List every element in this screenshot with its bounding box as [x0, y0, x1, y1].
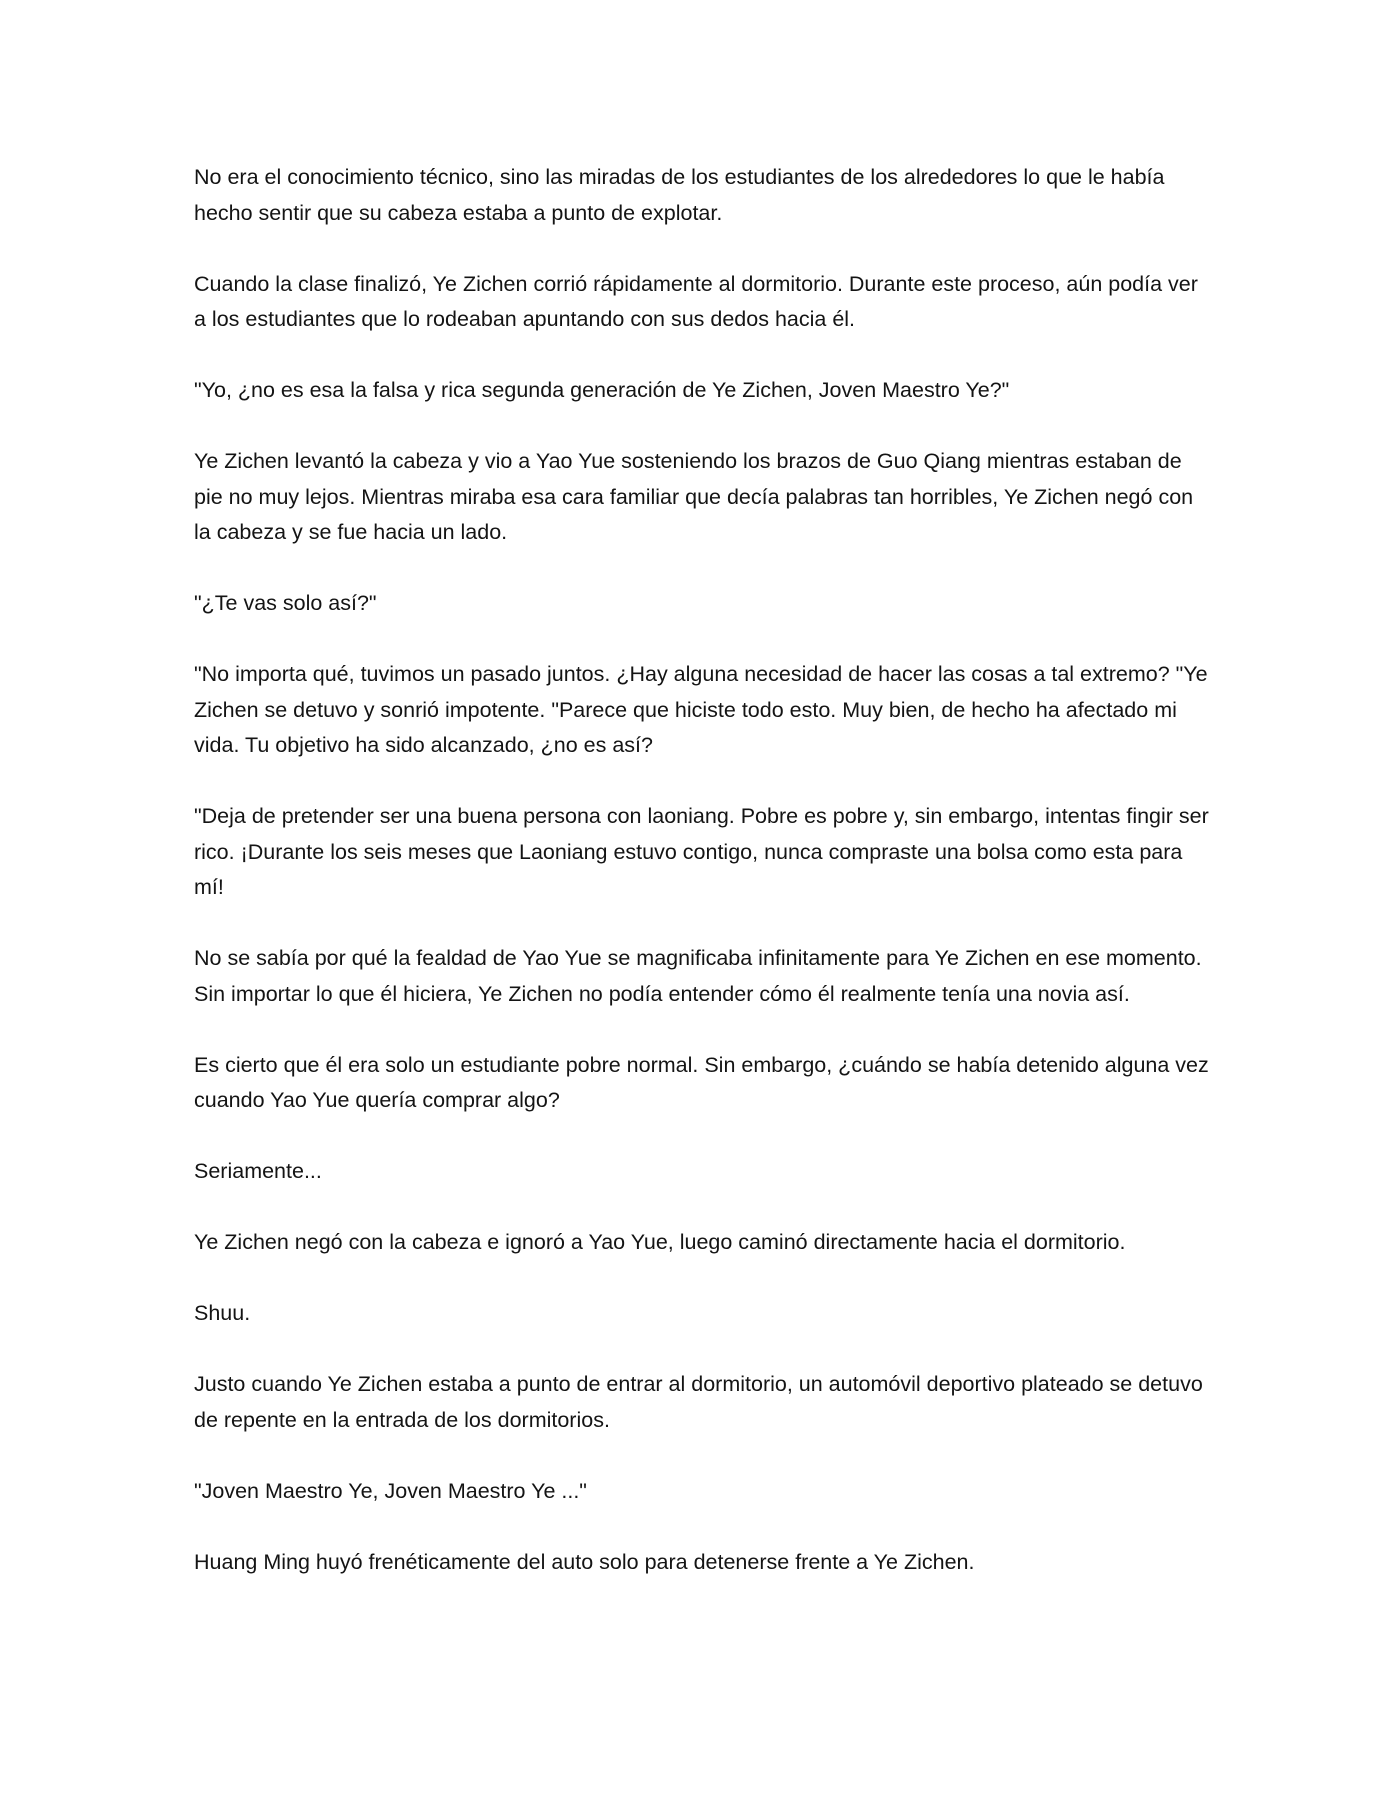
paragraph: Justo cuando Ye Zichen estaba a punto de entrar al dormitorio, un automóvil deportivo plateado se detuvo de repente en la entrada de los dormitorios.	[194, 1372, 1203, 1432]
paragraph: No era el conocimiento técnico, sino las miradas de los estudiantes de los alrededores lo que le había hecho sentir que su cabeza estaba a punto de explotar.	[194, 165, 1165, 225]
paragraph: Es cierto que él era solo un estudiante pobre normal. Sin embargo, ¿cuándo se había detenido alguna vez cuando Yao Yue quería comprar algo?	[194, 1052, 1209, 1112]
document-page	[194, 160, 1214, 1580]
paragraph: Huang Ming huyó frenéticamente del auto solo para detenerse frente a Ye Zichen.	[194, 1549, 975, 1574]
paragraph: Ye Zichen negó con la cabeza e ignoró a Yao Yue, luego caminó directamente hacia el dormitorio.	[194, 1230, 1126, 1254]
paragraph: Shuu.	[194, 1301, 251, 1325]
paragraph: "Deja de pretender ser una buena persona con laoniang. Pobre es pobre y, sin embargo, intentas fingir ser rico. ¡Durante los seis meses que Laoniang estuvo contigo, nunca compraste una bolsa como esta para mí!	[194, 804, 1209, 899]
paragraph: "Joven Maestro Ye, Joven Maestro Ye ..."	[194, 1478, 587, 1503]
paragraph: "No importa qué, tuvimos un pasado juntos. ¿Hay alguna necesidad de hacer las cosas a tal extremo? "Ye Zichen se detuvo y sonrió impotente. "Parece que hiciste todo esto. Muy bien, de hecho ha afectado mi vida. Tu objetivo ha sido alcanzado, ¿no es así?	[194, 662, 1208, 757]
paragraph: Seriamente...	[194, 1159, 322, 1183]
paragraph: "¿Te vas solo así?"	[194, 591, 377, 615]
paragraph: No se sabía por qué la fealdad de Yao Yue se magnificaba infinitamente para Ye Zichen en ese momento. Sin importar lo que él hiciera, Ye Zichen no podía entender cómo él realmente tenía una novia así.	[194, 946, 1202, 1006]
paragraph: Cuando la clase finalizó, Ye Zichen corrió rápidamente al dormitorio. Durante este proceso, aún podía ver a los estudiantes que lo rodeaban apuntando con sus dedos hacia él.	[194, 271, 1198, 331]
paragraph: "Yo, ¿no es esa la falsa y rica segunda generación de Ye Zichen, Joven Maestro Ye?"	[194, 378, 1010, 402]
paragraph: Ye Zichen levantó la cabeza y vio a Yao Yue sosteniendo los brazos de Guo Qiang mientras estaban de pie no muy lejos. Mientras miraba esa cara familiar que decía palabras tan horribles, Ye Zichen negó con la cabeza y se fue hacia un lado.	[194, 449, 1194, 544]
